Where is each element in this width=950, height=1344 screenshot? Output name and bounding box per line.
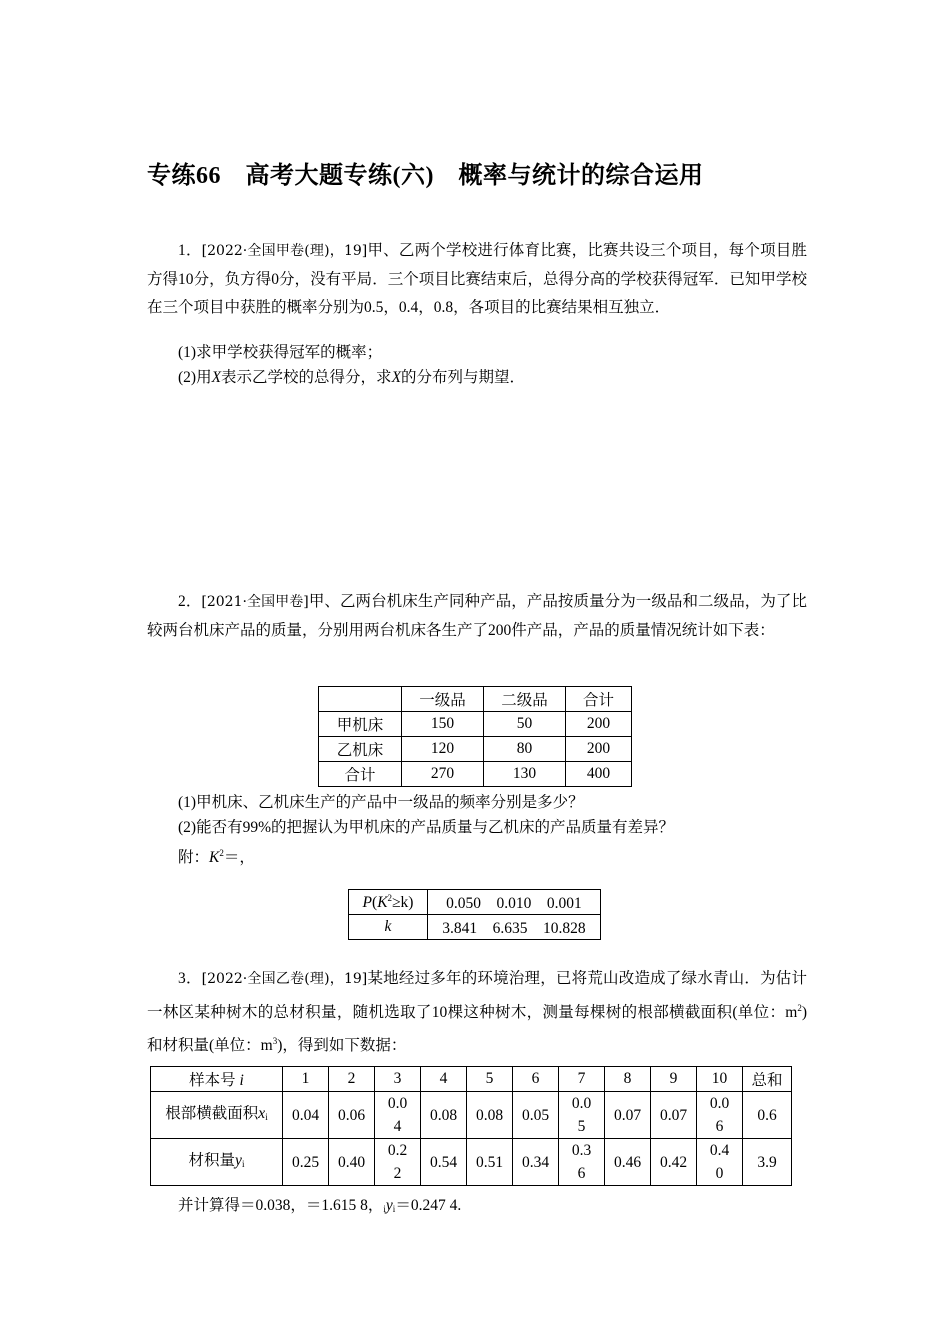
q2-note: 附：$K^2=$， xyxy=(178,848,255,866)
table-row: $P(K^2\ge k)$ 0.050 0.010 0.001 xyxy=(349,890,601,915)
q1-part1: (1)求甲学校获得冠军的概率； xyxy=(178,344,383,361)
q1-text: 甲、乙两个学校进行体育比赛，比赛共设三个项目，每个项目胜方得10分，负方得0分，没有平局．三个项目比赛结束后，总得分高的学校获得冠军．已知甲学校在三个项目中获胜的概率分别为0.5，0.4，0.8，各项目的比赛结果相互独立． xyxy=(147,242,807,316)
q2-text: 甲、乙两台机床生产同种产品，产品按质量分为一级品和二级品，为了比较两台机床产品的质量，分别用两台机床各生产了200件产品，产品的质量情况统计如下表： xyxy=(147,593,807,639)
table-header-row: 样本号 i 1 2 3 4 5 6 7 8 9 10 总和 xyxy=(151,1067,792,1092)
table-header-row: 一级品 二级品 合计 xyxy=(319,687,632,712)
q2-source: [2021·全国甲卷] xyxy=(201,594,309,610)
q2-part2: (2)能否有99%的把握认为甲机床的产品质量与乙机床的产品质量有差异？ xyxy=(178,819,674,836)
q2-part1: (1)甲机床、乙机床生产的产品中一级品的频率分别是多少？ xyxy=(178,794,584,811)
tree-data-table xyxy=(150,1066,792,1186)
question-3: 3．[2022·全国乙卷(理)，19]某地经过多年的环境治理，已将荒山改造成了绿水青山．为估计一林区某种树木的总材积量，随机选取了10棵这种树木，测量每棵树的根部横截面积(单位：$m^2$)和材积量(单位：$m^3$)，得到如下数据： xyxy=(147,970,807,1054)
question-2 xyxy=(147,588,807,645)
table-row: 材积量$y_i$ 0.25 0.40 0.2 2 0.54 0.51 0.34 0.3 6 0.46 0.42 0.4 0 3.9 xyxy=(151,1139,792,1186)
page-title: 专练66 高考大题专练(六) 概率与统计的综合运用 xyxy=(147,163,704,189)
q3-number: 3． xyxy=(178,970,202,987)
q3-footer: 并计算得＝0.038，＝1.615 8，$_iy_i=0.247$ 4. xyxy=(178,1197,462,1214)
table-row: 乙机床 120 80 200 xyxy=(319,737,632,762)
q1-part2: (2)用X表示乙学校的总得分，求X的分布列与期望． xyxy=(178,369,526,386)
table-row: 甲机床 150 50 200 xyxy=(319,712,632,737)
q1-source: [2022·全国甲卷(理)，19] xyxy=(201,243,368,259)
table-row: 根部横截面积$x_i$ 0.04 0.06 0.0 4 0.08 0.08 0.05 0.0 5 0.07 0.07 0.0 6 0.6 xyxy=(151,1092,792,1139)
table-row: 合计 270 130 400 xyxy=(319,762,632,787)
machine-quality-table xyxy=(318,686,632,787)
q1-number: 1． xyxy=(178,242,202,259)
q2-number: 2． xyxy=(178,593,202,610)
question-1 xyxy=(147,237,807,323)
table-row: k 3.841 6.635 10.828 xyxy=(349,915,601,940)
q3-source: [2022·全国乙卷(理)，19] xyxy=(201,971,368,987)
critical-value-table xyxy=(348,889,601,940)
